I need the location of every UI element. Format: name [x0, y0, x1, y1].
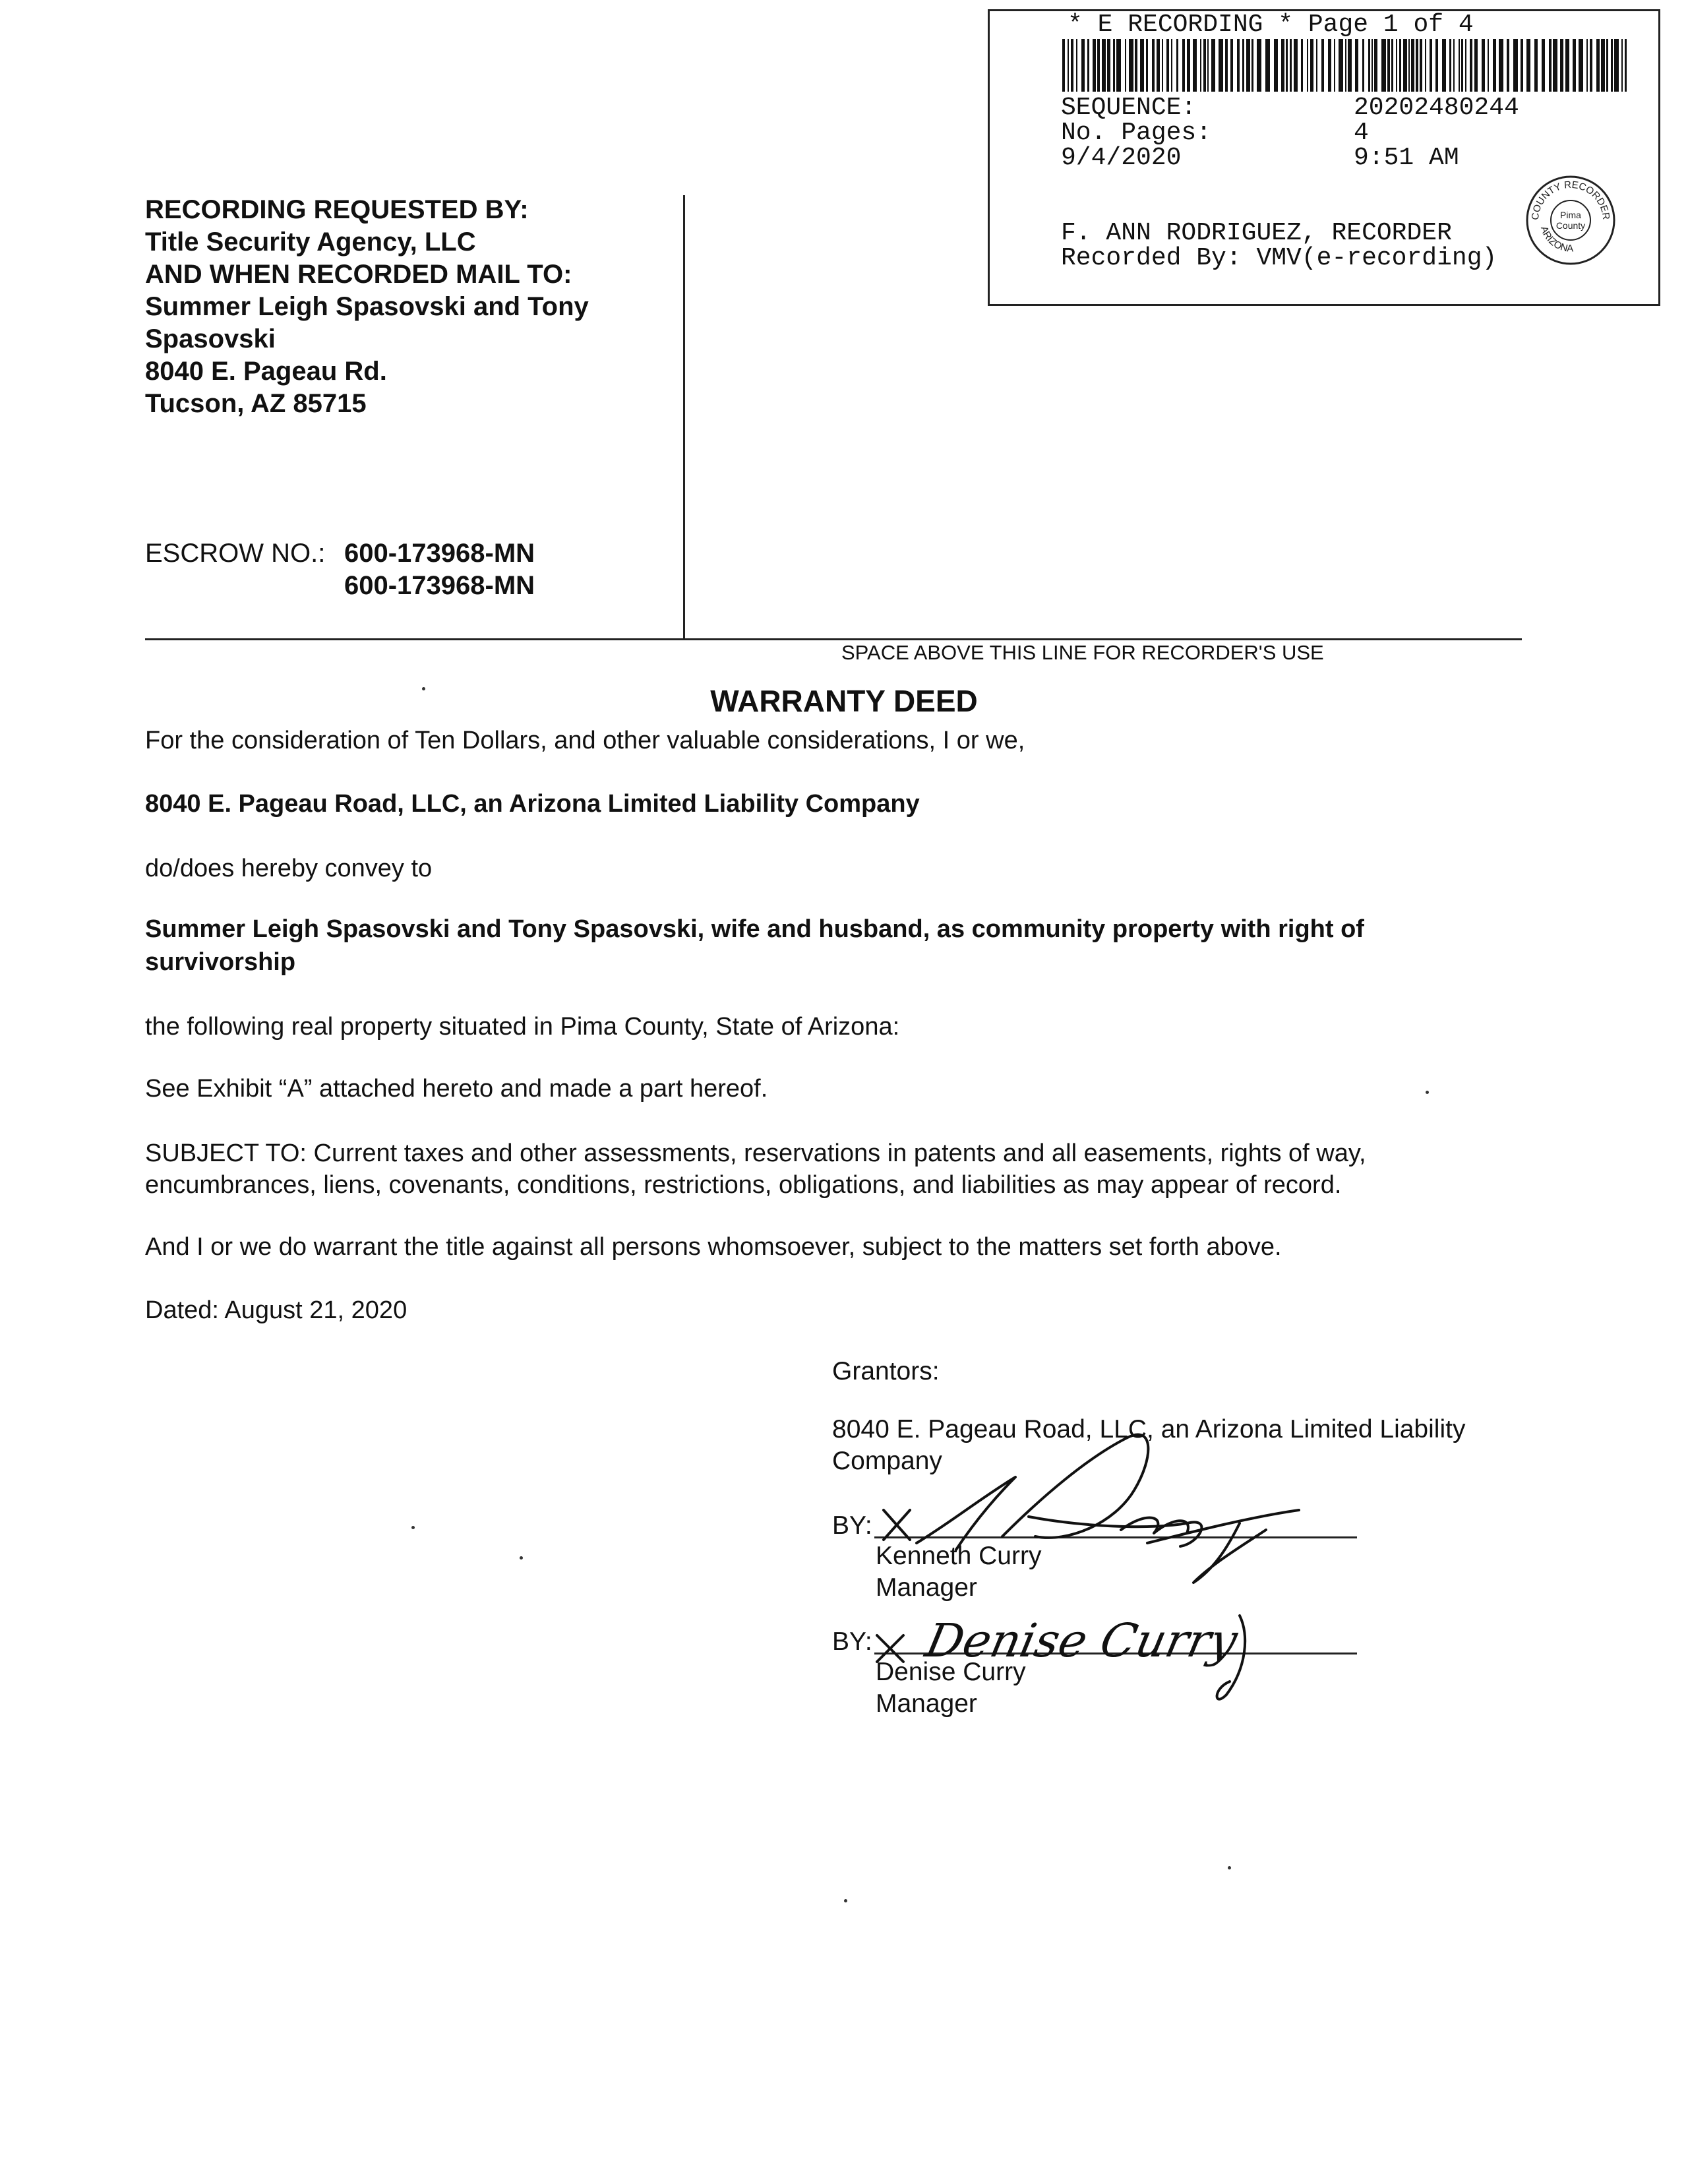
barcode-bar — [1316, 39, 1317, 92]
barcode-bar — [1081, 39, 1085, 92]
barcode-bar — [1129, 39, 1133, 92]
barcode-bar — [1488, 39, 1489, 92]
barcode-bar — [1534, 39, 1538, 92]
dated-text: Dated: August 21, 2020 — [145, 1296, 407, 1324]
barcode-bar — [1482, 39, 1485, 92]
barcode-bar — [1621, 39, 1623, 92]
barcode-bar — [1399, 39, 1401, 92]
barcode-bar — [1368, 39, 1370, 92]
barcode-bar — [1102, 39, 1106, 92]
barcode-bar — [1625, 39, 1627, 92]
barcode-bar — [1113, 39, 1115, 92]
barcode-bar — [1135, 39, 1137, 92]
deed-title: WARRANTY DEED — [710, 684, 978, 718]
grantor-entity-line2: Company — [832, 1447, 942, 1475]
barcode-bar — [1596, 39, 1600, 92]
barcode-bar — [1162, 39, 1163, 92]
grantee-line1: Summer Leigh Spasovski and Tony Spasovski, wife and husband, as community property with right of — [145, 915, 1364, 943]
barcode-bar — [1187, 39, 1190, 92]
barcode-bar — [1420, 39, 1422, 92]
barcode-bar — [1146, 39, 1148, 92]
escrow-number-2: 600-173968-MN — [344, 571, 535, 600]
barcode-bar — [1435, 39, 1438, 92]
barcode-bar — [1579, 39, 1583, 92]
barcode-bar — [1396, 39, 1397, 92]
barcode-bar — [1542, 39, 1545, 92]
grantors-label: Grantors: — [832, 1357, 940, 1385]
barcode-bar — [1286, 39, 1288, 92]
barcode-bar — [1590, 39, 1592, 92]
barcode-bar — [1176, 39, 1178, 92]
barcode-bar — [1290, 39, 1292, 92]
barcode-bar — [1301, 39, 1303, 92]
barcode-bar — [1586, 39, 1588, 92]
barcode-bar — [1416, 39, 1418, 92]
scan-speck — [844, 1899, 847, 1902]
recording-time: 9:51 AM — [1354, 144, 1459, 172]
barcode-bar — [1403, 39, 1407, 92]
scan-speck — [422, 687, 425, 690]
barcode-bar — [1157, 39, 1160, 92]
barcode-bar — [1411, 39, 1414, 92]
barcode-bar — [1614, 39, 1619, 92]
recording-header: * E RECORDING * Page 1 of 4 — [1068, 11, 1474, 39]
seal-center-1: Pima — [1560, 210, 1581, 220]
sequence-value: 20202480244 — [1354, 94, 1519, 122]
barcode-bar — [1310, 39, 1313, 92]
seal-top-text: COUNTY RECORDER — [1529, 179, 1612, 221]
barcode-bar — [1097, 39, 1100, 92]
barcode-bar — [1493, 39, 1496, 92]
signer2-name: Denise Curry — [876, 1658, 1026, 1686]
barcode-bar — [1237, 39, 1240, 92]
warrant-text: And I or we do warrant the title against all persons whomsoever, subject to the matters set forth above. — [145, 1233, 1282, 1261]
barcode-bar — [1453, 39, 1455, 92]
barcode-bar — [1251, 39, 1253, 92]
scan-speck — [1426, 1091, 1429, 1094]
barcode-bar — [1513, 39, 1518, 92]
seal-center-2: County — [1555, 220, 1586, 231]
barcode-bar — [1242, 39, 1244, 92]
mail-to-line1: Summer Leigh Spasovski and Tony — [145, 292, 589, 321]
recorder-stamp-box — [988, 9, 1660, 306]
pages-value: 4 — [1354, 119, 1369, 147]
barcode-bar — [1334, 39, 1335, 92]
mail-to-line4: Tucson, AZ 85715 — [145, 389, 367, 418]
signer1-name: Kenneth Curry — [876, 1542, 1042, 1570]
barcode-bar — [1430, 39, 1432, 92]
barcode-bar — [1526, 39, 1530, 92]
pages-label: No. Pages: — [1061, 119, 1212, 147]
barcode-bar — [1449, 39, 1451, 92]
requested-by-label: RECORDING REQUESTED BY: — [145, 195, 529, 224]
barcode-bar — [1125, 39, 1126, 92]
signature-kenneth-curry — [870, 1418, 1319, 1589]
barcode-bar — [1166, 39, 1169, 92]
barcode-bar — [1387, 39, 1390, 92]
barcode-bar — [1068, 39, 1069, 92]
barcode-bar — [1219, 39, 1223, 92]
barcode-bar — [1362, 39, 1364, 92]
barcode-bar — [1339, 39, 1343, 92]
recorder-space-note: SPACE ABOVE THIS LINE FOR RECORDER'S USE — [841, 641, 1324, 664]
barcode-bar — [1200, 39, 1201, 92]
barcode-bar — [1246, 39, 1250, 92]
barcode-bar — [1211, 39, 1215, 92]
recording-date: 9/4/2020 — [1061, 144, 1182, 172]
barcode-bar — [1465, 39, 1466, 92]
escrow-label: ESCROW NO.: — [145, 539, 326, 568]
vertical-divider — [683, 195, 685, 638]
barcode-bar — [1076, 39, 1077, 92]
by-label-2: BY: — [832, 1627, 872, 1656]
barcode-bar — [1265, 39, 1270, 92]
barcode-bar — [1140, 39, 1144, 92]
recorded-by: Recorded By: VMV(e-recording) — [1061, 244, 1497, 272]
barcode-bar — [1152, 39, 1155, 92]
signature-denise-curry — [870, 1596, 1279, 1728]
barcode-bar — [1093, 39, 1096, 92]
grantor-text: 8040 E. Pageau Road, LLC, an Arizona Limited Liability Company — [145, 790, 920, 818]
barcode-bar — [1257, 39, 1261, 92]
grantee-line2: survivorship — [145, 948, 296, 976]
barcode-bar — [1573, 39, 1576, 92]
grantor-entity-line1: 8040 E. Pageau Road, LLC, an Arizona Limited Liability — [832, 1415, 1466, 1443]
barcode-bar — [1507, 39, 1509, 92]
barcode-bar — [1474, 39, 1478, 92]
barcode-bar — [1294, 39, 1298, 92]
barcode-bar — [1601, 39, 1605, 92]
barcode-bar — [1107, 39, 1110, 92]
barcode-bar — [1442, 39, 1446, 92]
barcode-bar — [1425, 39, 1426, 92]
barcode-bar — [1274, 39, 1278, 92]
barcode-bar — [1171, 39, 1172, 92]
barcode — [1062, 39, 1629, 92]
scan-speck — [520, 1556, 523, 1560]
barcode-bar — [1549, 39, 1552, 92]
subject-to-line1: SUBJECT TO: Current taxes and other assessments, reservations in patents and all easements, rights of way, — [145, 1139, 1366, 1167]
consideration-text: For the consideration of Ten Dollars, and other valuable considerations, I or we, — [145, 727, 1025, 754]
barcode-bar — [1307, 39, 1308, 92]
mail-to-line3: 8040 E. Pageau Rd. — [145, 357, 387, 386]
barcode-bar — [1459, 39, 1460, 92]
signature-denise-text: Denise Curry — [920, 1613, 1242, 1668]
mail-to-label: AND WHEN RECORDED MAIL TO: — [145, 260, 572, 289]
barcode-bar — [1062, 39, 1065, 92]
barcode-bar — [1230, 39, 1233, 92]
signer1-title: Manager — [876, 1573, 977, 1602]
exhibit-text: See Exhibit “A” attached hereto and made a part hereof. — [145, 1075, 768, 1103]
barcode-bar — [1391, 39, 1393, 92]
barcode-bar — [1374, 39, 1377, 92]
escrow-number-1: 600-173968-MN — [344, 539, 535, 568]
barcode-bar — [1203, 39, 1206, 92]
barcode-bar — [1565, 39, 1569, 92]
barcode-bar — [1207, 39, 1209, 92]
barcode-bar — [1553, 39, 1557, 92]
barcode-bar — [1461, 39, 1463, 92]
barcode-bar — [1345, 39, 1346, 92]
barcode-bar — [1116, 39, 1121, 92]
recorder-name: F. ANN RODRIGUEZ, RECORDER — [1061, 219, 1452, 247]
subject-to-line2: encumbrances, liens, covenants, conditions, restrictions, obligations, and liabilities as may appear of record. — [145, 1171, 1342, 1199]
requested-by-value: Title Security Agency, LLC — [145, 228, 476, 257]
barcode-bar — [1606, 39, 1608, 92]
barcode-bar — [1470, 39, 1472, 92]
barcode-bar — [1381, 39, 1386, 92]
barcode-bar — [1611, 39, 1613, 92]
scan-speck — [411, 1526, 415, 1529]
barcode-bar — [1372, 39, 1373, 92]
barcode-bar — [1408, 39, 1410, 92]
convey-text: do/does hereby convey to — [145, 855, 433, 882]
barcode-bar — [1328, 39, 1331, 92]
barcode-bar — [1321, 39, 1324, 92]
barcode-bar — [1087, 39, 1089, 92]
barcode-bar — [1355, 39, 1358, 92]
mail-to-line2: Spasovski — [145, 324, 276, 353]
barcode-bar — [1560, 39, 1563, 92]
signer2-title: Manager — [876, 1689, 977, 1718]
property-text: the following real property situated in Pima County, State of Arizona: — [145, 1013, 900, 1041]
barcode-bar — [1281, 39, 1284, 92]
barcode-bar — [1225, 39, 1228, 92]
sequence-label: SEQUENCE: — [1061, 94, 1197, 122]
barcode-bar — [1499, 39, 1503, 92]
barcode-bar — [1193, 39, 1197, 92]
barcode-bar — [1071, 39, 1073, 92]
seal-bottom-text: ARIZONA — [1538, 224, 1574, 255]
recorder-space-line — [145, 638, 1522, 640]
barcode-bar — [1182, 39, 1185, 92]
by-label-1: BY: — [832, 1511, 872, 1540]
barcode-bar — [1348, 39, 1352, 92]
county-seal-icon — [1524, 173, 1617, 267]
barcode-bar — [1521, 39, 1523, 92]
scan-speck — [1228, 1866, 1231, 1869]
